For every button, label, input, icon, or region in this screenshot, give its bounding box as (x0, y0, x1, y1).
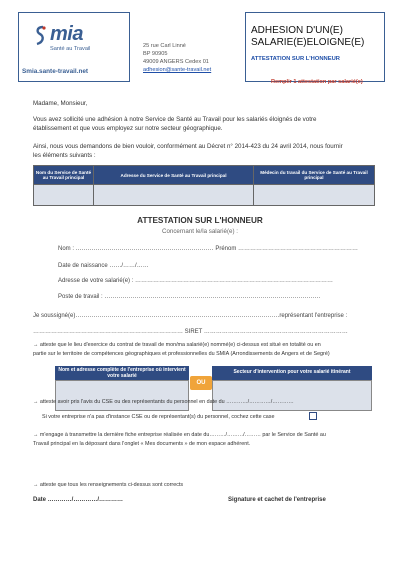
info-header: Médecin du travail du Service de Santé au Travail principal (254, 166, 375, 185)
exacts-text: → atteste que tous les renseignements ci-dessus sont corrects (33, 482, 184, 488)
transmettre-text: → m'engage à transmettre la dernière fiche entreprise réalisée en date du………/………/……… par le Service de Santé au (33, 432, 326, 438)
logo-subtitle: Santé au Travail (50, 46, 91, 52)
attestation-concerning: Concernant le/la salarié(e) : (161, 228, 238, 235)
smia-logo-icon (33, 25, 47, 47)
form-title-line: ADHESION D'UN(E) (251, 25, 343, 36)
intro-paragraph: établissement et que vous employez sur notre secteur géographique. (33, 125, 223, 132)
greeting: Madame, Monsieur, (33, 100, 88, 107)
box-right-header: Secteur d'intervention pour votre salarié itinérant (212, 366, 372, 380)
info-table (33, 165, 375, 206)
info-header: Adresse du Service de Santé au Travail principal (94, 166, 254, 185)
form-title (251, 25, 364, 49)
nom-field[interactable]: Nom : …………………………………………………………… Prénom …………………………………………………… (58, 246, 359, 252)
intro-paragraph: Ainsi, nous vous demandons de bien vouloir, conformément au Décret n° 2014-423 du 24 avril 2014, nous fournir (33, 143, 343, 150)
intro-paragraph: Vous avez sollicité une adhésion à notre Service de Santé au Travail pour les salariés éloignés de votre (33, 116, 317, 123)
info-header: Nom du Service de Santé au Travail principal (34, 166, 94, 185)
attestation-title: ATTESTATION SUR L'HONNEUR (137, 216, 263, 225)
address-line: 49009 ANGERS Cedex 01 (143, 59, 209, 65)
soussigne-field[interactable]: Je soussigné(e)…………………………………………………………………………………………représentant l'entreprise : (33, 313, 348, 319)
logo-word: mia (50, 23, 83, 45)
address-block (143, 42, 211, 74)
poste-field[interactable]: Poste de travail : ……………………………………………………………………………………………… (58, 294, 321, 300)
form-note: Remplir 1 attestation par salarié(e) (271, 79, 363, 85)
siret-field[interactable]: ………………………………………………………………… SIRET ……………………………………………………………… (33, 329, 348, 335)
info-cell[interactable] (34, 185, 94, 206)
address-line: 25 rue Carl Linné (143, 43, 186, 49)
atteste-lieu: → atteste que le lieu d'exercice du contrat de travail de mon/ma salarié(e) nommé(e) ci-dessus est situé en totalité ou en (33, 342, 321, 348)
secteur-box[interactable] (212, 380, 372, 411)
info-cell[interactable] (254, 185, 375, 206)
transmettre-text: Travail principal en la déposant dans l'onglet « Mes documents » de mon espace adhérent. (33, 441, 251, 447)
box-left-header: Nom et adresse complète de l'entreprise où intervient votre salarié (55, 366, 189, 380)
no-cse-checkbox[interactable] (309, 412, 317, 420)
adresse-field[interactable]: Adresse de votre salarié(e) : ……………………………………………………………………………………… (58, 278, 334, 284)
entreprise-address-box[interactable] (55, 380, 189, 411)
avis-cse[interactable]: → atteste avoir pris l'avis du CSE ou des représentants du personnel en date du …………/…………/………… (33, 399, 294, 405)
form-title-line: SALARIE(E)ELOIGNE(E) (251, 37, 365, 48)
signature-label: Signature et cachet de l'entreprise (228, 497, 326, 503)
email-link[interactable]: adhesion@sante-travail.net (143, 67, 212, 73)
atteste-lieu: partie sur le territoire de compétences géographiques et professionnelles du SMIA (Arrondissements de Angers et de Segré) (33, 351, 330, 357)
intro-paragraph: les éléments suivants : (33, 152, 96, 159)
or-badge: OU (190, 376, 212, 390)
naissance-field[interactable]: Date de naissance ……/……/…… (58, 263, 149, 269)
form-subtitle: ATTESTATION SUR L'HONNEUR (251, 56, 340, 62)
logo-url[interactable]: Smia.sante-travail.net (22, 68, 89, 75)
info-cell[interactable] (94, 185, 254, 206)
date-field[interactable]: Date …………/…………/………… (33, 497, 124, 503)
no-cse-text: Si votre entreprise n'a pas d'instance CSE ou de représentant(s) du personnel, cochez cette case (42, 414, 275, 420)
address-line: BP 90905 (143, 51, 168, 57)
